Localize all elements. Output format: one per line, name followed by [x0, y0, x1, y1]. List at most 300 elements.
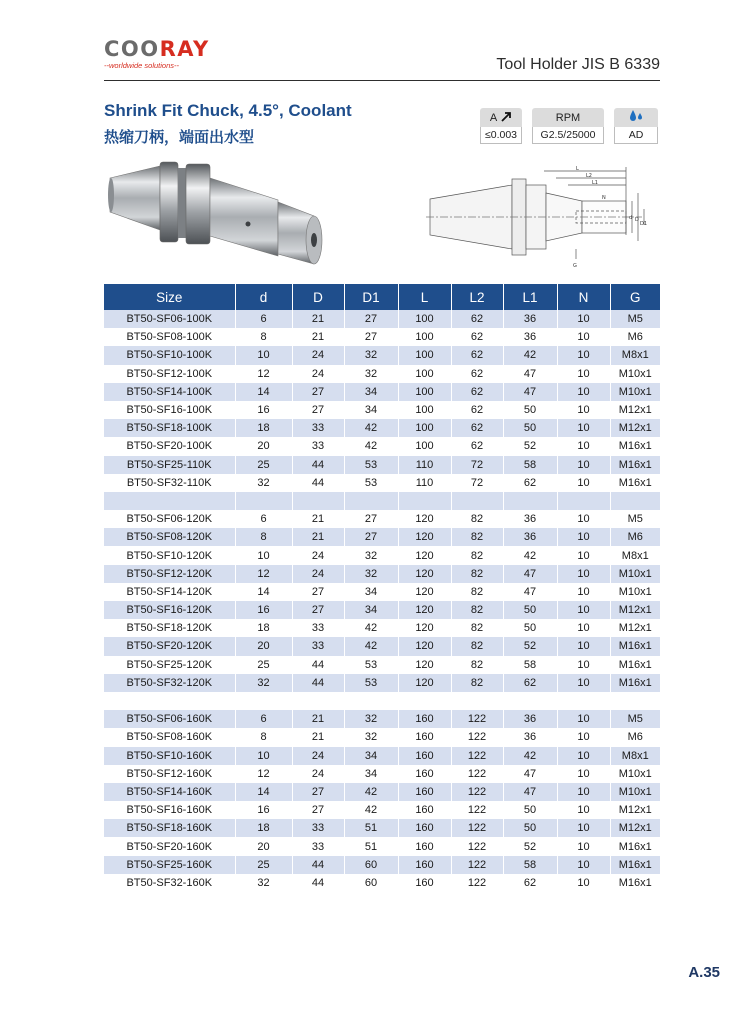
table-cell-l1: 58: [503, 856, 557, 874]
table-row: [104, 383, 660, 401]
table-row: [104, 765, 660, 783]
table-cell-d1: 42: [344, 801, 398, 819]
table-cell-g: M12x1: [610, 601, 660, 619]
table-cell-d1: 32: [344, 728, 398, 746]
column-header-size: Size: [104, 284, 235, 310]
table-row: [104, 565, 660, 583]
table-cell-d: 21: [292, 310, 344, 328]
table-cell-n: 10: [557, 546, 610, 564]
table-cell-n: 10: [557, 656, 610, 674]
table-cell-g: M5: [610, 310, 660, 328]
table-cell-d: [292, 692, 344, 710]
table-cell-g: M16x1: [610, 874, 660, 892]
table-cell-d1: 42: [344, 419, 398, 437]
table-cell-g: M12x1: [610, 819, 660, 837]
table-cell-d: 32: [235, 874, 292, 892]
table-spacer-row: [104, 492, 660, 510]
table-cell-d: 12: [235, 765, 292, 783]
table-cell-l: 160: [398, 874, 451, 892]
table-cell-size: BT50-SF18-120K: [104, 619, 235, 637]
table-cell-d: 32: [235, 674, 292, 692]
table-cell-l2: 62: [451, 310, 503, 328]
table-cell-n: 10: [557, 419, 610, 437]
table-cell-n: 10: [557, 510, 610, 528]
column-header-g: G: [610, 284, 660, 310]
table-cell-l1: 62: [503, 674, 557, 692]
table-cell-l2: 72: [451, 456, 503, 474]
table-row: [104, 874, 660, 892]
table-cell-n: 10: [557, 310, 610, 328]
column-header-l2: L2: [451, 284, 503, 310]
table-cell-size: BT50-SF25-110K: [104, 456, 235, 474]
table-cell-l1: 52: [503, 637, 557, 655]
table-row: [104, 419, 660, 437]
table-cell-d: 27: [292, 583, 344, 601]
page-number: A.35: [688, 964, 720, 981]
table-cell-l1: 47: [503, 365, 557, 383]
table-cell-d: 33: [292, 637, 344, 655]
table-cell-l1: 36: [503, 528, 557, 546]
table-row: [104, 837, 660, 855]
table-row: [104, 310, 660, 328]
table-cell-d: 12: [235, 565, 292, 583]
table-cell-l2: 122: [451, 801, 503, 819]
table-cell-l1: 47: [503, 383, 557, 401]
table-row: [104, 819, 660, 837]
table-cell-size: BT50-SF14-160K: [104, 783, 235, 801]
table-cell-l1: 50: [503, 819, 557, 837]
table-cell-l2: 82: [451, 656, 503, 674]
table-cell-l2: 82: [451, 546, 503, 564]
table-cell-d: 21: [292, 510, 344, 528]
table-cell-d: 24: [292, 365, 344, 383]
table-cell-l2: 82: [451, 528, 503, 546]
table-row: [104, 710, 660, 728]
table-cell-d1: 60: [344, 856, 398, 874]
table-cell-g: M10x1: [610, 365, 660, 383]
table-cell-l: 120: [398, 565, 451, 583]
table-cell-l1: 36: [503, 310, 557, 328]
product-photo: [108, 160, 330, 284]
table-row: [104, 856, 660, 874]
table-cell-d: 27: [292, 601, 344, 619]
table-cell-size: BT50-SF16-160K: [104, 801, 235, 819]
table-cell-size: BT50-SF20-120K: [104, 637, 235, 655]
table-cell-n: 10: [557, 383, 610, 401]
table-cell-l: 110: [398, 474, 451, 492]
table-cell-l: 100: [398, 365, 451, 383]
table-body: [104, 310, 660, 892]
drawing-label-D: D: [635, 217, 639, 223]
table-cell-d: 8: [235, 728, 292, 746]
table-cell-l2: 82: [451, 619, 503, 637]
table-row: [104, 801, 660, 819]
header-divider: [104, 80, 660, 81]
table-cell-l1: 47: [503, 583, 557, 601]
table-cell-l2: 82: [451, 601, 503, 619]
table-cell-d: 27: [292, 783, 344, 801]
table-cell-d: 16: [235, 601, 292, 619]
table-cell-d: 21: [292, 728, 344, 746]
table-cell-l: 160: [398, 747, 451, 765]
table-cell-d: 44: [292, 856, 344, 874]
table-cell-l: 100: [398, 346, 451, 364]
table-cell-d: 24: [292, 565, 344, 583]
table-cell-d: 21: [292, 328, 344, 346]
table-cell-n: 10: [557, 783, 610, 801]
product-title-en: Shrink Fit Chuck, 4.5°, Coolant: [104, 101, 352, 120]
table-cell-l1: 62: [503, 874, 557, 892]
column-header-d1: D1: [344, 284, 398, 310]
table-cell-l: 120: [398, 674, 451, 692]
table-cell-g: M12x1: [610, 619, 660, 637]
table-cell-l1: 52: [503, 837, 557, 855]
table-cell-n: 10: [557, 619, 610, 637]
table-cell-d1: 42: [344, 783, 398, 801]
table-cell-l2: 122: [451, 765, 503, 783]
table-cell-size: BT50-SF20-100K: [104, 437, 235, 455]
table-cell-n: 10: [557, 837, 610, 855]
page-header: [0, 0, 750, 88]
table-cell-n: [557, 492, 610, 510]
table-cell-g: [610, 692, 660, 710]
table-row: [104, 583, 660, 601]
table-cell-l: 160: [398, 801, 451, 819]
table-cell-d: 33: [292, 419, 344, 437]
table-spacer-row: [104, 692, 660, 710]
table-cell-d: [235, 492, 292, 510]
table-cell-d: 24: [292, 346, 344, 364]
document-title: Tool Holder JIS B 6339: [496, 56, 660, 73]
column-header-l1: L1: [503, 284, 557, 310]
table-row: [104, 747, 660, 765]
spec-box-rpm: [532, 108, 604, 146]
table-cell-l2: 62: [451, 365, 503, 383]
table-cell-g: M8x1: [610, 546, 660, 564]
table-cell-g: M16x1: [610, 837, 660, 855]
table-cell-g: M10x1: [610, 383, 660, 401]
table-cell-g: M10x1: [610, 783, 660, 801]
table-cell-size: BT50-SF14-100K: [104, 383, 235, 401]
table-cell-size: BT50-SF06-100K: [104, 310, 235, 328]
table-cell-l1: 58: [503, 656, 557, 674]
table-cell-n: 10: [557, 856, 610, 874]
table-cell-l: 160: [398, 728, 451, 746]
table-cell-size: BT50-SF06-160K: [104, 710, 235, 728]
table-cell-l2: 62: [451, 328, 503, 346]
table-cell-g: M12x1: [610, 801, 660, 819]
table-cell-n: 10: [557, 728, 610, 746]
table-cell-g: M16x1: [610, 856, 660, 874]
table-cell-d: 24: [292, 747, 344, 765]
table-cell-n: 10: [557, 565, 610, 583]
table-cell-d: 14: [235, 783, 292, 801]
table-cell-g: M6: [610, 528, 660, 546]
table-cell-n: 10: [557, 437, 610, 455]
table-cell-d: 8: [235, 328, 292, 346]
table-cell-d: 25: [235, 456, 292, 474]
table-cell-d1: [344, 492, 398, 510]
table-cell-n: 10: [557, 674, 610, 692]
table-cell-l1: 47: [503, 783, 557, 801]
table-cell-d1: 27: [344, 328, 398, 346]
table-cell-size: BT50-SF14-120K: [104, 583, 235, 601]
table-cell-l2: 82: [451, 565, 503, 583]
table-cell-l2: 62: [451, 437, 503, 455]
arrow-up-right-icon: [501, 111, 512, 125]
table-cell-g: M8x1: [610, 346, 660, 364]
table-cell-l1: 47: [503, 565, 557, 583]
table-cell-d1: 51: [344, 819, 398, 837]
table-cell-n: 10: [557, 801, 610, 819]
table-cell-l1: 50: [503, 419, 557, 437]
table-cell-size: [104, 492, 235, 510]
table-row: [104, 401, 660, 419]
table-cell-n: 10: [557, 601, 610, 619]
drawing-label-L: L: [576, 166, 579, 172]
table-cell-l1: 36: [503, 510, 557, 528]
table-row: [104, 783, 660, 801]
table-cell-l: 120: [398, 656, 451, 674]
table-row: [104, 656, 660, 674]
spec-rpm-value: G2.5/25000: [532, 127, 604, 144]
table-row: [104, 637, 660, 655]
column-header-n: N: [557, 284, 610, 310]
table-cell-size: [104, 692, 235, 710]
table-cell-l2: 122: [451, 710, 503, 728]
table-row: [104, 728, 660, 746]
spec-rpm-label: RPM: [532, 108, 604, 127]
table-cell-d1: 34: [344, 747, 398, 765]
table-cell-d: 16: [235, 801, 292, 819]
table-cell-n: 10: [557, 365, 610, 383]
table-cell-g: M6: [610, 328, 660, 346]
logo-wordmark: [104, 38, 214, 60]
table-cell-n: 10: [557, 456, 610, 474]
table-cell-g: M8x1: [610, 747, 660, 765]
table-cell-d: 6: [235, 510, 292, 528]
table-cell-n: 10: [557, 874, 610, 892]
table-cell-l2: 122: [451, 874, 503, 892]
table-row: [104, 619, 660, 637]
table-cell-d1: 34: [344, 583, 398, 601]
table-cell-d: 27: [292, 383, 344, 401]
table-cell-g: M5: [610, 510, 660, 528]
spec-box-coolant: [614, 108, 658, 146]
table-cell-d1: 32: [344, 365, 398, 383]
table-cell-d: 18: [235, 419, 292, 437]
table-cell-d: 44: [292, 874, 344, 892]
drawing-label-d: d: [629, 215, 633, 221]
table-cell-d: [235, 692, 292, 710]
table-cell-d: 20: [235, 437, 292, 455]
table-cell-d1: 34: [344, 383, 398, 401]
table-cell-d: 44: [292, 674, 344, 692]
table-cell-size: BT50-SF25-160K: [104, 856, 235, 874]
table-cell-d: 18: [235, 819, 292, 837]
table-cell-l: [398, 692, 451, 710]
table-cell-g: [610, 492, 660, 510]
table-cell-l: 160: [398, 710, 451, 728]
table-cell-d1: 53: [344, 474, 398, 492]
table-cell-d1: 32: [344, 346, 398, 364]
table-cell-size: BT50-SF12-100K: [104, 365, 235, 383]
table-row: [104, 456, 660, 474]
table-cell-l1: [503, 492, 557, 510]
table-cell-l: 100: [398, 419, 451, 437]
logo-tagline: --worldwide solutions--: [104, 61, 180, 70]
table-cell-size: BT50-SF06-120K: [104, 510, 235, 528]
spec-table: [104, 284, 660, 892]
table-cell-l1: 36: [503, 328, 557, 346]
table-cell-n: 10: [557, 819, 610, 837]
table-cell-g: M16x1: [610, 437, 660, 455]
table-cell-l: 120: [398, 528, 451, 546]
table-cell-l1: 47: [503, 765, 557, 783]
table-cell-size: BT50-SF12-120K: [104, 565, 235, 583]
cooray-logo: [104, 38, 214, 72]
table-row: [104, 601, 660, 619]
table-cell-g: M16x1: [610, 674, 660, 692]
logo-word-part2: RAY: [159, 37, 210, 61]
table-row: [104, 437, 660, 455]
table-cell-l1: 50: [503, 619, 557, 637]
table-cell-l: 160: [398, 765, 451, 783]
table-cell-l: 100: [398, 310, 451, 328]
table-cell-g: M12x1: [610, 401, 660, 419]
table-cell-d: 6: [235, 310, 292, 328]
table-cell-d: 44: [292, 456, 344, 474]
table-cell-d1: 34: [344, 765, 398, 783]
table-cell-d: 21: [292, 528, 344, 546]
table-cell-n: 10: [557, 710, 610, 728]
table-cell-l1: 42: [503, 747, 557, 765]
table-cell-n: 10: [557, 765, 610, 783]
table-cell-l: 120: [398, 619, 451, 637]
table-cell-size: BT50-SF32-160K: [104, 874, 235, 892]
table-cell-l2: 62: [451, 346, 503, 364]
table-row: [104, 328, 660, 346]
table-cell-size: BT50-SF18-100K: [104, 419, 235, 437]
table-cell-n: [557, 692, 610, 710]
table-cell-d1: 32: [344, 710, 398, 728]
coolant-drops-icon: [628, 109, 644, 126]
table-cell-d1: 27: [344, 510, 398, 528]
table-cell-l: 100: [398, 401, 451, 419]
table-header-row: [104, 284, 660, 310]
table-cell-l2: 122: [451, 728, 503, 746]
table-cell-l: 120: [398, 601, 451, 619]
table-cell-l1: 52: [503, 437, 557, 455]
table-cell-d: 27: [292, 401, 344, 419]
table-cell-n: 10: [557, 346, 610, 364]
table-row: [104, 510, 660, 528]
table-cell-g: M12x1: [610, 419, 660, 437]
table-cell-size: BT50-SF16-100K: [104, 401, 235, 419]
table-cell-d: 6: [235, 710, 292, 728]
table-row: [104, 528, 660, 546]
table-cell-d: 16: [235, 401, 292, 419]
table-cell-l2: 62: [451, 419, 503, 437]
technical-drawing: [426, 163, 666, 275]
logo-word-part1: COO: [104, 37, 160, 61]
table-cell-d: 18: [235, 619, 292, 637]
table-cell-d: 10: [235, 346, 292, 364]
table-cell-l: 100: [398, 383, 451, 401]
table-cell-g: M16x1: [610, 656, 660, 674]
table-cell-l: [398, 492, 451, 510]
table-row: [104, 365, 660, 383]
table-cell-l1: 36: [503, 728, 557, 746]
table-cell-l1: [503, 692, 557, 710]
table-row: [104, 346, 660, 364]
table-row: [104, 546, 660, 564]
table-cell-l2: 122: [451, 819, 503, 837]
table-cell-l: 120: [398, 583, 451, 601]
table-cell-l2: 122: [451, 856, 503, 874]
table-cell-size: BT50-SF32-110K: [104, 474, 235, 492]
table-cell-l1: 42: [503, 346, 557, 364]
table-cell-l: 160: [398, 783, 451, 801]
table-cell-d: 33: [292, 837, 344, 855]
table-cell-size: BT50-SF32-120K: [104, 674, 235, 692]
table-cell-d1: 34: [344, 601, 398, 619]
table-cell-n: 10: [557, 328, 610, 346]
table-cell-g: M5: [610, 710, 660, 728]
table-cell-d1: 42: [344, 437, 398, 455]
drawing-label-L2: L2: [586, 173, 592, 179]
table-cell-d1: 53: [344, 656, 398, 674]
table-cell-d: 24: [292, 765, 344, 783]
table-cell-n: 10: [557, 583, 610, 601]
table-cell-l2: 82: [451, 510, 503, 528]
spec-accuracy-value: ≤0.003: [480, 127, 522, 144]
table-cell-l2: [451, 692, 503, 710]
table-cell-d: 33: [292, 437, 344, 455]
table-cell-g: M16x1: [610, 474, 660, 492]
table-cell-n: 10: [557, 528, 610, 546]
table-cell-d: 21: [292, 710, 344, 728]
table-cell-d1: 27: [344, 310, 398, 328]
table-cell-l1: 36: [503, 710, 557, 728]
table-cell-d: 12: [235, 365, 292, 383]
table-cell-g: M10x1: [610, 565, 660, 583]
drawing-label-N: N: [602, 195, 606, 201]
table-cell-l: 100: [398, 437, 451, 455]
drawing-label-G: G: [573, 263, 577, 269]
table-cell-d1: 42: [344, 637, 398, 655]
table-cell-d: 25: [235, 856, 292, 874]
table-cell-size: BT50-SF16-120K: [104, 601, 235, 619]
table-cell-d1: 51: [344, 837, 398, 855]
table-cell-g: M6: [610, 728, 660, 746]
table-cell-d: 20: [235, 837, 292, 855]
table-cell-l2: 82: [451, 583, 503, 601]
table-cell-n: 10: [557, 637, 610, 655]
table-cell-d: 20: [235, 637, 292, 655]
table-cell-n: 10: [557, 474, 610, 492]
table-cell-d: 14: [235, 583, 292, 601]
table-cell-l: 120: [398, 546, 451, 564]
table-cell-size: BT50-SF08-100K: [104, 328, 235, 346]
table-cell-l: 160: [398, 837, 451, 855]
table-cell-size: BT50-SF10-160K: [104, 747, 235, 765]
table-cell-l2: 72: [451, 474, 503, 492]
table-cell-size: BT50-SF10-120K: [104, 546, 235, 564]
table-cell-n: 10: [557, 747, 610, 765]
table-cell-l1: 58: [503, 456, 557, 474]
table-cell-d1: 34: [344, 401, 398, 419]
